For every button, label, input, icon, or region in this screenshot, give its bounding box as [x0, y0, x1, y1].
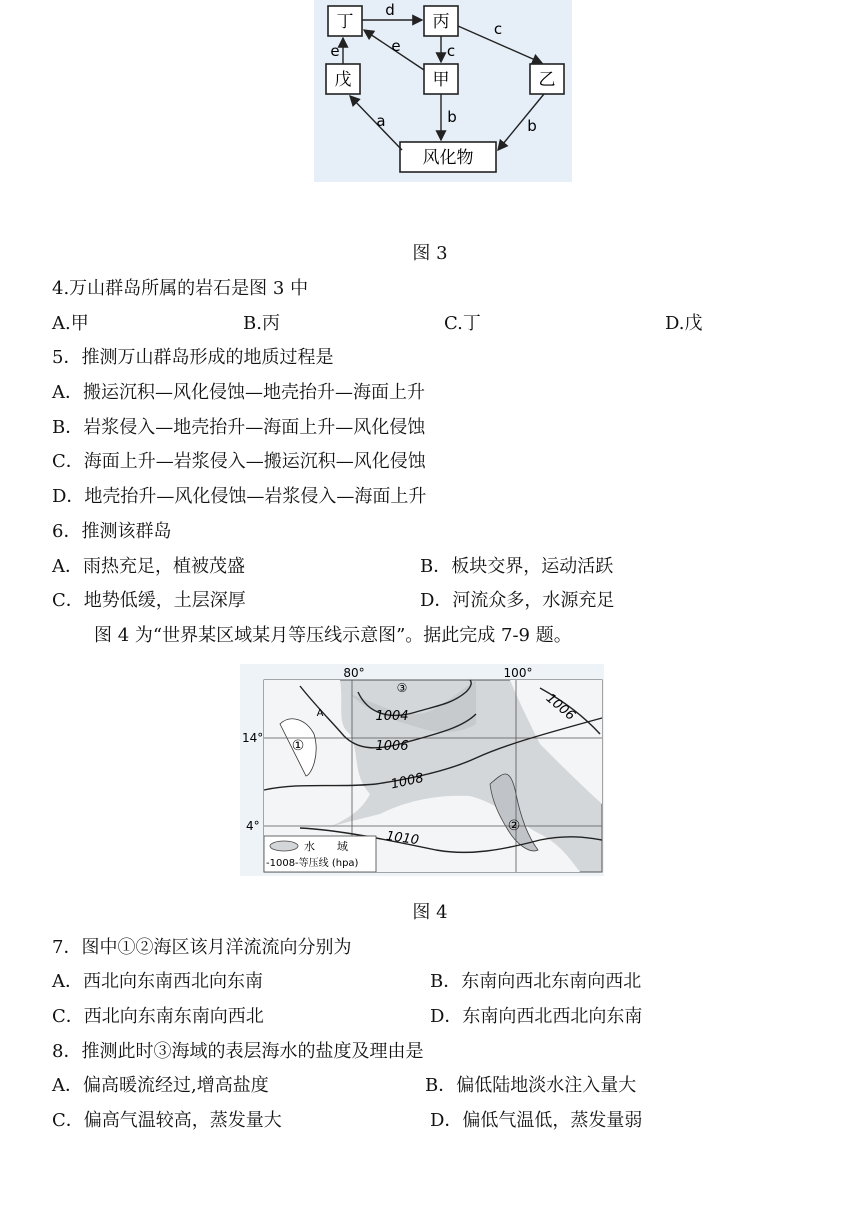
q7-stem: 7．图中①②海区该月洋流流向分别为	[52, 937, 352, 958]
q4-option-a: A.甲	[52, 313, 89, 334]
node-ding-label: 丁	[336, 12, 354, 32]
q8-option-b: B．偏低陆地淡水注入量大	[425, 1075, 637, 1096]
q4-option-c: C.丁	[444, 313, 481, 334]
edge-label-d: d	[385, 1, 395, 19]
q6-option-a: A．雨热充足，植被茂盛	[52, 556, 245, 577]
q7-option-c: C．西北向东南东南向西北	[52, 1006, 264, 1027]
q6-stem: 6．推测该群岛	[52, 521, 172, 542]
node-bing-label: 丙	[432, 12, 450, 32]
q7-option-a: A．西北向东南西北向东南	[52, 971, 263, 992]
isobar-label-1008: 1008	[389, 770, 426, 793]
q8-option-c: C．偏高气温较高，蒸发量大	[52, 1110, 282, 1131]
q5-option-a: A．搬运沉积—风化侵蚀—地壳抬升—海面上升	[52, 382, 425, 403]
edge-label-c-top: c	[493, 20, 503, 38]
edge-label-e-left: e	[330, 42, 340, 60]
lat-label-14: 14°	[242, 731, 264, 745]
q4-stem: 4.万山群岛所属的岩石是图 3 中	[52, 278, 309, 299]
q5-option-c: C．海面上升—岩浆侵入—搬运沉积—风化侵蚀	[52, 451, 426, 472]
lon-label-100: 100°	[503, 666, 533, 680]
legend-isobar-label: -1008-等压线 (hpa)	[266, 858, 359, 869]
region-label-a: A	[316, 708, 324, 719]
figure-4-isobar-map	[240, 664, 604, 876]
edge-label-b-right: b	[527, 117, 537, 135]
edge-label-b-mid: b	[447, 108, 457, 126]
q6-option-c: C．地势低缓，土层深厚	[52, 590, 246, 611]
q5-option-d: D．地壳抬升—风化侵蚀—岩浆侵入—海面上升	[52, 486, 427, 507]
q6-option-b: B．板块交界，运动活跃	[420, 556, 614, 577]
section-intro: 图 4 为“世界某区域某月等压线示意图”。据此完成 7-9 题。	[94, 625, 572, 646]
edge-label-a: a	[376, 112, 386, 130]
marker-1: ①	[291, 738, 305, 754]
q4-option-d: D.戊	[665, 313, 703, 334]
q8-stem: 8．推测此时③海域的表层海水的盐度及理由是	[52, 1041, 424, 1062]
legend-water-swatch	[270, 841, 298, 851]
isobar-label-1010: 1010	[385, 828, 420, 849]
q4-option-b: B.丙	[243, 313, 280, 334]
marker-2: ②	[507, 818, 521, 834]
figure-3-rock-cycle-diagram	[314, 0, 572, 182]
edge-label-c-mid: c	[446, 42, 456, 60]
isobar-label-1004: 1004	[375, 709, 409, 724]
figure-4-caption: 图 4	[412, 902, 448, 923]
q5-option-b: B．岩浆侵入—地壳抬升—海面上升—风化侵蚀	[52, 417, 426, 438]
q8-option-d: D．偏低气温低，蒸发量弱	[430, 1110, 643, 1131]
node-jia-label: 甲	[432, 70, 450, 90]
lon-label-80: 80°	[343, 666, 365, 680]
lat-label-4: 4°	[246, 819, 260, 833]
legend-water-label: 水 域	[304, 840, 348, 853]
edge-label-e-mid: e	[391, 37, 401, 55]
q7-option-d: D．东南向西北西北向东南	[430, 1006, 643, 1027]
q7-option-b: B．东南向西北东南向西北	[430, 971, 642, 992]
node-wu-label: 戊	[334, 70, 352, 90]
q8-option-a: A．偏高暖流经过,增高盐度	[52, 1075, 269, 1096]
q6-option-d: D．河流众多，水源充足	[420, 590, 615, 611]
node-weathered-label: 风化物	[422, 148, 474, 168]
node-yi-label: 乙	[538, 70, 556, 90]
marker-3: ③	[396, 681, 408, 695]
isobar-label-1006-ne: 1006	[542, 690, 578, 724]
figure-3-caption: 图 3	[412, 243, 448, 264]
q5-stem: 5．推测万山群岛形成的地质过程是	[52, 347, 334, 368]
isobar-label-1006-main: 1006	[375, 739, 409, 754]
